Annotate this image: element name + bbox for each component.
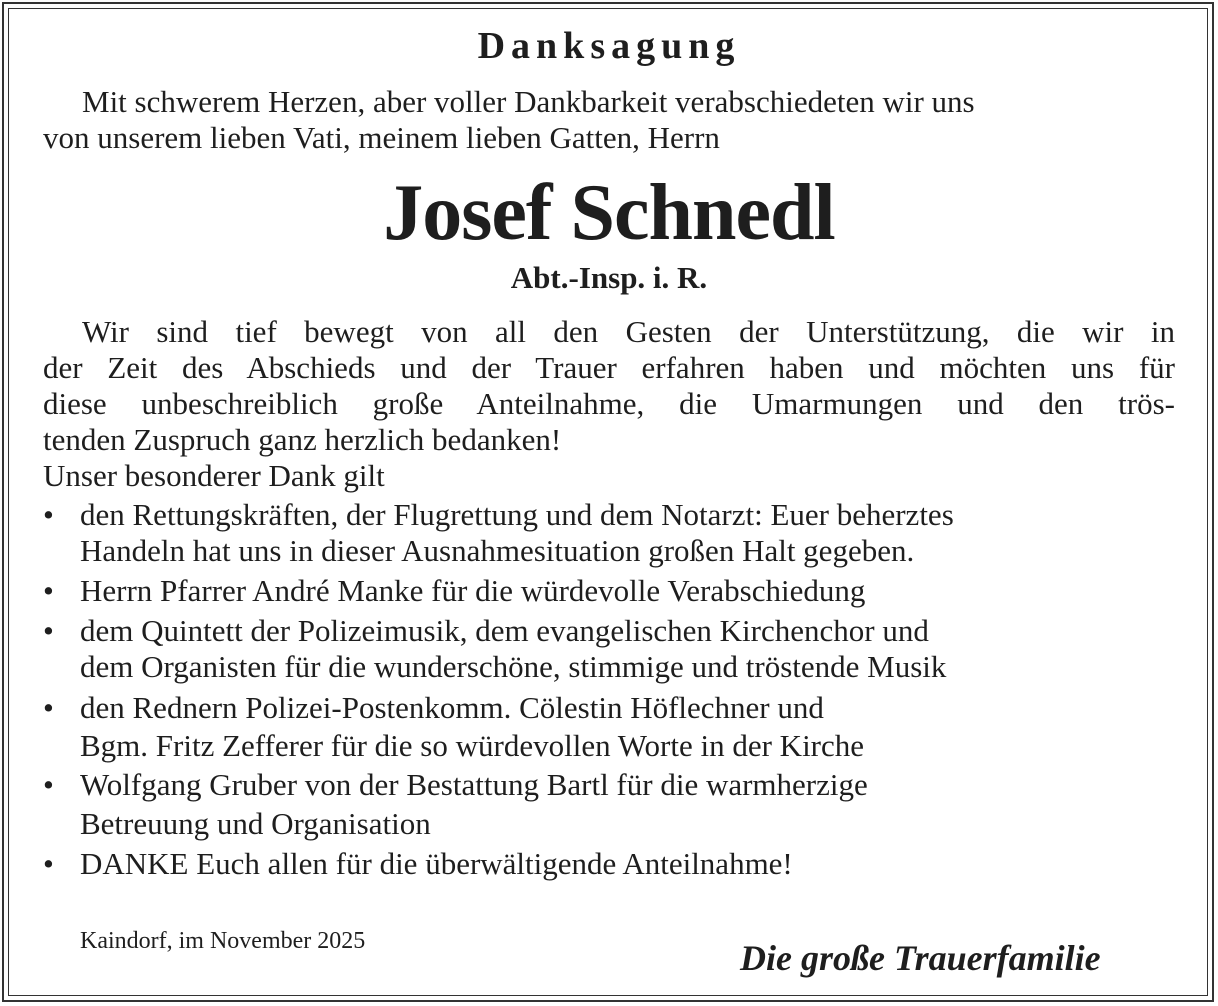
body-line-1: Wir sind tief bewegt von all den Gesten der Unterstützung, die wir in <box>82 314 1175 349</box>
bullet-icon: • <box>43 767 54 802</box>
notice-title: Danksagung <box>477 25 741 67</box>
intro-line-1: Mit schwerem Herzen, aber voller Dankbarkeit verabschiedeten wir uns <box>82 84 975 119</box>
body-line-4: tenden Zuspruch ganz herzlich bedanken! <box>43 422 562 457</box>
signature: Die große Trauerfamilie <box>740 938 1101 978</box>
bullet-3-line-2: dem Organisten für die wunderschöne, stimmige und tröstende Musik <box>80 649 947 684</box>
intro-line-2: von unserem lieben Vati, meinem lieben Gatten, Herrn <box>43 120 720 155</box>
bullet-6-line-1: DANKE Euch allen für die überwältigende Anteilnahme! <box>80 846 793 881</box>
bullet-1-line-1: den Rettungskräften, der Flugrettung und dem Notarzt: Euer beherztes <box>80 497 954 532</box>
bullet-5-line-1: Wolfgang Gruber von der Bestattung Bartl für die warmherzige <box>80 767 868 802</box>
bullet-icon: • <box>43 573 54 608</box>
bullet-icon: • <box>43 846 54 881</box>
body-line-3: diese unbeschreiblich große Anteilnahme, die Umarmungen und den trös- <box>43 386 1175 421</box>
deceased-rank: Abt.-Insp. i. R. <box>510 260 708 295</box>
bullet-2-line-1: Herrn Pfarrer André Manke für die würdevolle Verabschiedung <box>80 573 866 608</box>
bullet-icon: • <box>43 497 54 532</box>
deceased-name: Josef Schnedl <box>383 169 835 257</box>
bullet-3-line-1: dem Quintett der Polizeimusik, dem evangelischen Kirchenchor und <box>80 613 929 648</box>
bullet-1-line-2: Handeln hat uns in dieser Ausnahmesituation großen Halt gegeben. <box>80 533 915 568</box>
bullet-icon: • <box>43 690 54 725</box>
bullet-4-line-2: Bgm. Fritz Zefferer für die so würdevollen Worte in der Kirche <box>80 728 865 763</box>
bullet-5-line-2: Betreuung und Organisation <box>80 806 431 841</box>
thanks-intro: Unser besonderer Dank gilt <box>43 458 385 493</box>
bullet-4-line-1: den Rednern Polizei-Postenkomm. Cölestin Höflechner und <box>80 690 824 725</box>
body-line-2: der Zeit des Abschieds und der Trauer erfahren haben und möchten uns für <box>43 350 1175 385</box>
bullet-icon: • <box>43 613 54 648</box>
place-date: Kaindorf, im November 2025 <box>80 928 366 954</box>
